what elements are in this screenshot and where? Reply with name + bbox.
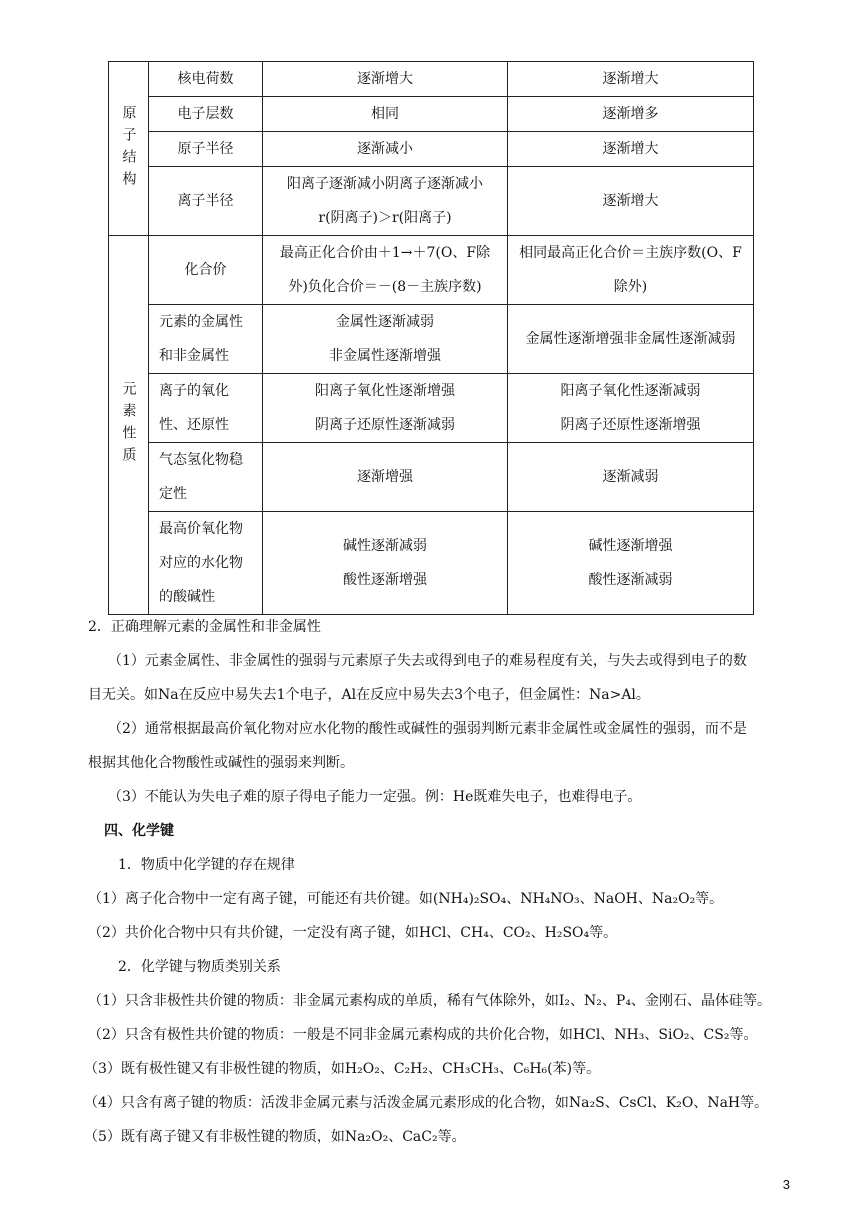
cell-line: 逐渐增大: [357, 71, 413, 87]
property-cell: 元素的金属性和非金属性: [149, 305, 263, 374]
section-2-title: 2．正确理解元素的金属性和非金属性: [88, 619, 321, 635]
table-row: [109, 305, 754, 374]
section-4-subtitle-2: 2．化学键与物质类别关系: [118, 959, 281, 975]
group-trend-cell: [508, 62, 754, 97]
cell-line: 碱性逐渐增强: [588, 538, 673, 554]
table-row: [109, 97, 754, 132]
section-4-1-1: （1）离子化合物中一定有离子键，可能还有共价键。如(NH₄)₂SO₄、NH₄NO₃、NaOH、Na₂O₂等。: [88, 891, 724, 907]
period-trend-cell: [263, 305, 508, 374]
group-trend-cell: [508, 443, 754, 512]
property-cell: 离子半径: [149, 167, 263, 236]
property-cell: 电子层数: [149, 97, 263, 132]
periodic-trend-table: [108, 61, 754, 615]
group-trend-cell: [508, 97, 754, 132]
property-cell: 最高价氧化物对应的水化物的酸碱性: [149, 512, 263, 615]
table-row: [109, 132, 754, 167]
cell-line: 金属性逐渐增强非金属性逐渐减弱: [525, 331, 736, 347]
section-4-2-5: （5）既有离子键又有非极性键的物质，如Na₂O₂、CaC₂等。: [84, 1129, 466, 1145]
section-4-2-1: （1）只含非极性共价键的物质：非金属元素构成的单质，稀有气体除外，如I₂、N₂、P₄、金刚石、晶体硅等。: [88, 993, 771, 1009]
paragraph-2-1b: 目无关。如Na在反应中易失去1个电子，Al在反应中易失去3个电子，但金属性：Na>Al。: [88, 687, 650, 703]
cell-line: r(阴离子)＞r(阳离子): [318, 210, 452, 226]
period-trend-cell: [263, 97, 508, 132]
property-cell: 气态氢化物稳定性: [149, 443, 263, 512]
table-row: [109, 236, 754, 305]
section-4-1-2: （2）共价化合物中只有共价键，一定没有离子键，如HCl、CH₄、CO₂、H₂SO₄等。: [88, 925, 618, 941]
property-cell: 核电荷数: [149, 62, 263, 97]
table-row: [109, 62, 754, 97]
group-trend-cell: [508, 512, 754, 615]
cell-line: 逐渐减弱: [602, 469, 659, 485]
table-row: [109, 443, 754, 512]
cell-line: 除外): [613, 279, 648, 295]
cell-line: 阴离子还原性逐渐增强: [560, 417, 701, 433]
period-trend-cell: [263, 443, 508, 512]
cell-line: 逐渐增强: [357, 469, 413, 485]
section-4-heading: 四、化学键: [104, 823, 174, 839]
group-trend-cell: [508, 374, 754, 443]
paragraph-2-2a: （2）通常根据最高价氧化物对应水化物的酸性或碱性的强弱判断元素非金属性或金属性的强弱，而不是: [108, 721, 747, 737]
period-trend-cell: [263, 236, 508, 305]
period-trend-cell: [263, 374, 508, 443]
cell-line: 金属性逐渐减弱: [336, 314, 434, 330]
cell-line: 非金属性逐渐增强: [329, 348, 441, 364]
table-row: [109, 167, 754, 236]
cell-line: 逐渐减小: [357, 141, 413, 157]
cell-line: 逐渐增多: [602, 106, 659, 122]
paragraph-2-1a: （1）元素金属性、非金属性的强弱与元素原子失去或得到电子的难易程度有关，与失去或得到电子的数: [108, 653, 747, 669]
group-element-properties: [109, 236, 149, 615]
cell-line: 外)负化合价＝－(8－主族序数): [288, 279, 482, 295]
group-trend-cell: [508, 132, 754, 167]
section-4-subtitle-1: 1．物质中化学键的存在规律: [118, 857, 295, 873]
cell-line: 阴离子还原性逐渐减弱: [315, 417, 455, 433]
cell-line: 相同最高正化合价＝主族序数(O、F: [519, 245, 742, 261]
cell-line: 阳离子氧化性逐渐增强: [315, 383, 455, 399]
table-row: [109, 374, 754, 443]
cell-line: 酸性逐渐增强: [343, 572, 427, 588]
group-trend-cell: [508, 305, 754, 374]
section-4-2-2: （2）只含有极性共价键的物质：一般是不同非金属元素构成的共价化合物，如HCl、NH₃、SiO₂、CS₂等。: [88, 1027, 758, 1043]
cell-line: 逐渐增大: [602, 141, 659, 157]
cell-line: 碱性逐渐减弱: [343, 538, 427, 554]
period-trend-cell: [263, 167, 508, 236]
table-row: [109, 512, 754, 615]
section-4-2-3: （3）既有极性键又有非极性键的物质，如H₂O₂、C₂H₂、CH₃CH₃、C₆H₆(苯)等。: [84, 1061, 601, 1077]
period-trend-cell: [263, 512, 508, 615]
section-4-2-4: （4）只含有离子键的物质：活泼非金属元素与活泼金属元素形成的化合物，如Na₂S、CsCl、K₂O、NaH等。: [84, 1095, 769, 1111]
cell-line: 逐渐增大: [602, 71, 659, 87]
period-trend-cell: [263, 132, 508, 167]
cell-line: 逐渐增大: [602, 193, 659, 209]
group-trend-cell: [508, 167, 754, 236]
group-atomic-structure: [109, 62, 149, 236]
group-trend-cell: [508, 236, 754, 305]
paragraph-2-3: （3）不能认为失电子难的原子得电子能力一定强。例：He既难失电子，也难得电子。: [108, 789, 642, 805]
property-cell: 化合价: [149, 236, 263, 305]
property-cell: 原子半径: [149, 132, 263, 167]
cell-line: 阳离子氧化性逐渐减弱: [560, 383, 701, 399]
cell-line: 酸性逐渐减弱: [588, 572, 673, 588]
group-element-properties-text: 元素性质: [120, 381, 137, 469]
page-number: 3: [782, 1177, 790, 1192]
period-trend-cell: [263, 62, 508, 97]
property-cell: 离子的氧化性、还原性: [149, 374, 263, 443]
cell-line: 最高正化合价由＋1→＋7(O、F除: [279, 245, 491, 261]
paragraph-2-2b: 根据其他化合物酸性或碱性的强弱来判断。: [88, 755, 354, 771]
group-atomic-structure-text: 原子结构: [120, 104, 137, 193]
cell-line: 相同: [371, 106, 399, 122]
cell-line: 阳离子逐渐减小阴离子逐渐减小: [287, 176, 483, 192]
